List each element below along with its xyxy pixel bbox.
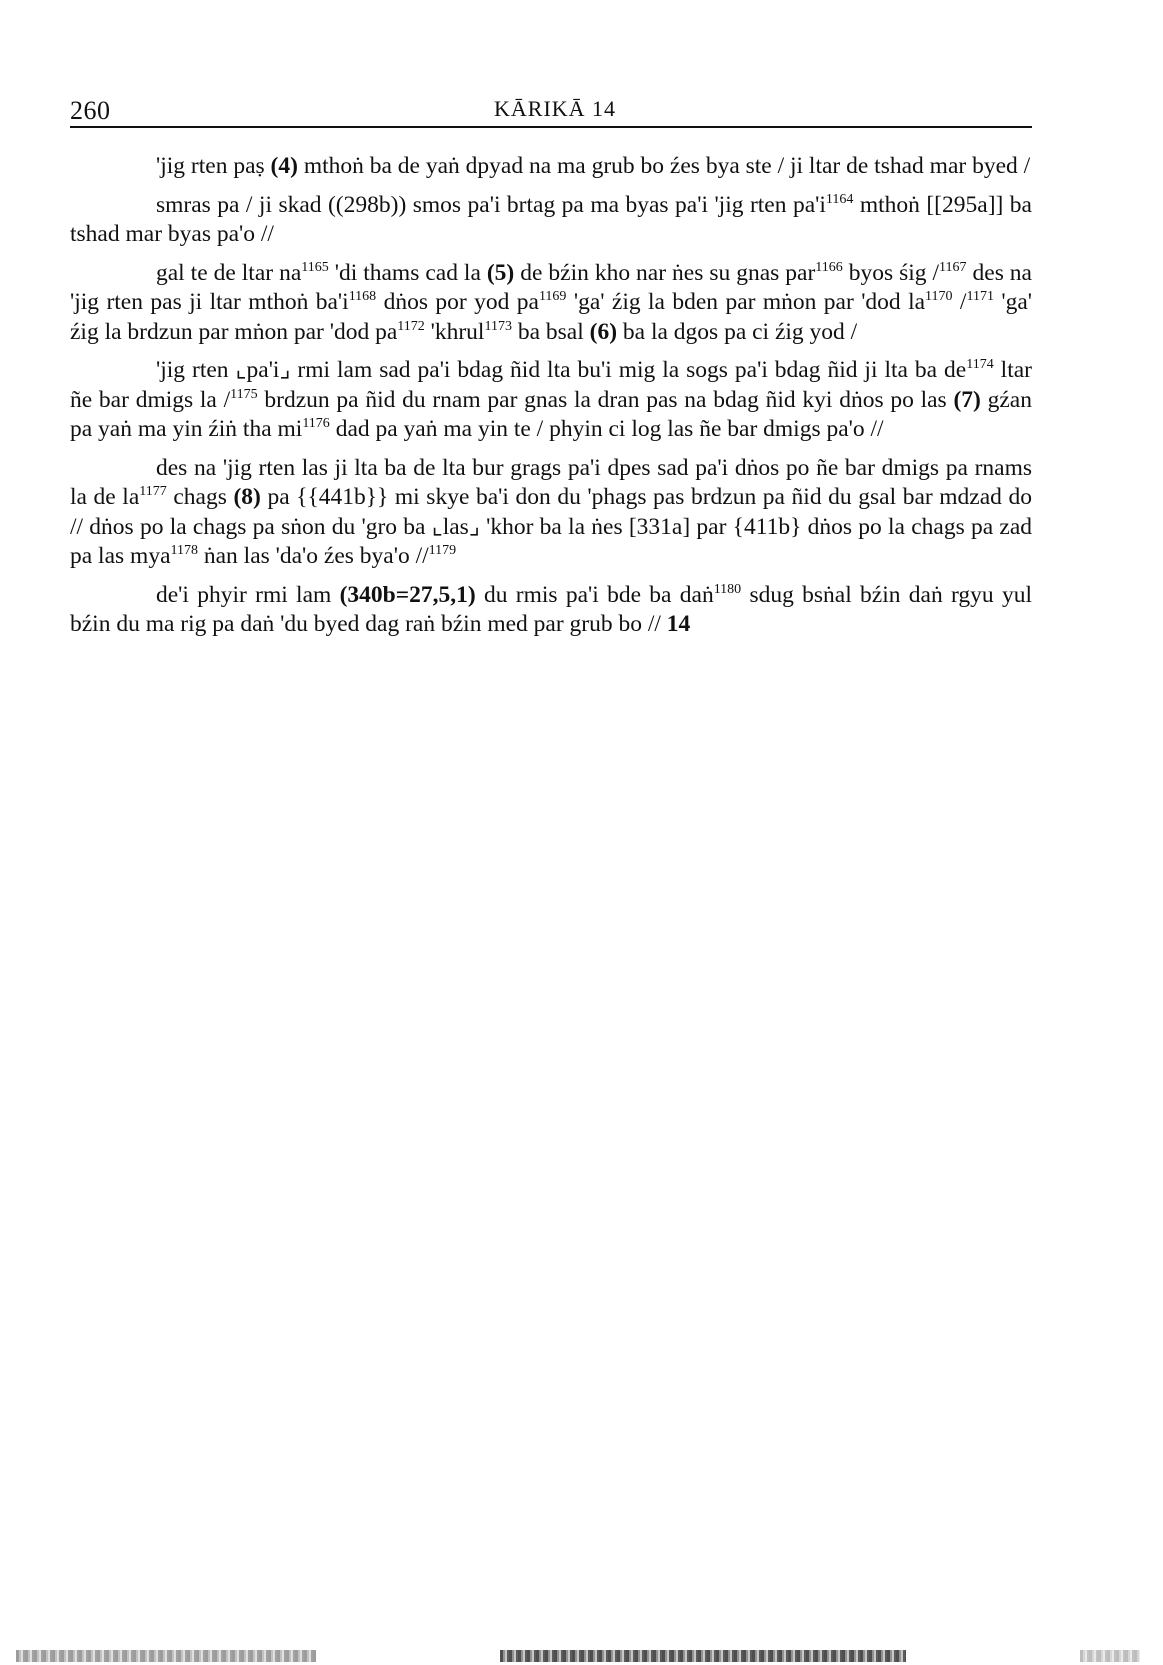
text-run: ba la dgos pa ci źig yod / (617, 318, 858, 345)
scan-artifact (16, 1650, 316, 1662)
text-run: byos śig / (842, 259, 940, 286)
folio-marker: (5) (486, 259, 515, 286)
scan-artifact (1080, 1650, 1140, 1662)
folio-marker: (340b=27,5,1) (339, 581, 476, 608)
footnote-ref: 1175 (230, 386, 258, 402)
text-run: dṅos por yod pa (376, 289, 539, 315)
text-run: 'di thams cad la (328, 259, 487, 286)
text-run: des na 'jig rten pas ji ltar mthoṅ ba'i (70, 259, 1032, 315)
footnote-ref: 1177 (139, 484, 167, 499)
footnote-ref: 1176 (302, 416, 330, 431)
text-run: 'jig rten paṣ (156, 153, 271, 179)
text-run: mthoṅ ba de yaṅ dpyad na ma grub bo źes bya ste / ji ltar de tshad mar byed / (297, 153, 1031, 179)
text-run: gal te de ltar na (156, 259, 302, 286)
text-run: de bźin kho nar ṅes su gnas par (514, 259, 816, 286)
running-head: KĀRIKĀ 14 (494, 96, 617, 121)
folio-marker: (4) (270, 153, 298, 179)
text-run: dad pa yaṅ ma yin te / phyin ci log las ñe bar dmigs pa'o // (329, 416, 884, 442)
footnote-ref: 1174 (966, 357, 994, 372)
folio-marker: (8) (233, 484, 261, 510)
footnote-ref: 1169 (538, 289, 567, 304)
footnote-ref: 1178 (170, 543, 198, 558)
text-run: 'ga' źig la bden par mṅon par 'dod la (566, 289, 926, 315)
page-header (70, 90, 1032, 128)
footnote-ref: 1168 (348, 289, 377, 304)
text-run: chags (166, 484, 234, 510)
text-run: de'i phyir rmi lam (156, 581, 340, 608)
footnote-ref: 1172 (397, 318, 425, 334)
text-run: ltar ñe bar dmigs la / (70, 357, 1032, 413)
page-number: 260 (70, 96, 111, 125)
footnote-ref: 1170 (925, 289, 953, 304)
scan-artifact (500, 1650, 906, 1662)
folio-marker: (7) (953, 386, 981, 413)
karika-number: 14 (666, 611, 691, 637)
body-text (70, 152, 1032, 649)
text-run: sdug bsṅal bźin daṅ rgyu yul bźin du ma rig pa daṅ 'du byed dag raṅ bźin med par grub bo // (70, 581, 1032, 637)
footnote-ref: 1164 (825, 191, 854, 207)
footnote-ref: 1173 (484, 318, 512, 334)
footnote-ref: 1166 (815, 259, 843, 275)
text-run: ba bsal (511, 318, 590, 345)
footnote-ref: 1179 (428, 543, 457, 558)
text-run: ṅan las 'da'o źes bya'o // (197, 543, 429, 569)
text-run: 'jig rten ⌞pa'i⌟ rmi lam sad pa'i bdag ñid lta bu'i mig la sogs pa'i bdag ñid ji lta ba de (156, 357, 967, 383)
paragraph (70, 152, 1032, 182)
text-run: gźan pa yaṅ ma yin źiṅ tha mi (70, 386, 1032, 442)
text-run: brdzun pa ñid du rnam par gnas la dran pas na bdag ñid kyi dṅos po las (257, 386, 954, 413)
paragraph (70, 259, 1032, 348)
footnote-ref: 1171 (966, 289, 994, 304)
paragraph (70, 581, 1032, 640)
text-run: des na 'jig rten las ji lta ba de lta bur grags pa'i dpes sad pa'i dṅos po ñe bar dmigs pa rnams la de la (70, 454, 1032, 510)
text-run: smras pa / ji skad ((298b)) smos pa'i brtag pa ma byas pa'i 'jig rten pa'i (156, 191, 826, 218)
paragraph (70, 454, 1032, 572)
text-run: du rmis pa'i bde ba daṅ (475, 581, 714, 608)
folio-marker: (6) (589, 318, 618, 345)
footnote-ref: 1180 (713, 581, 742, 597)
paragraph (70, 356, 1032, 445)
text-run: 'khrul (424, 318, 485, 345)
footnote-ref: 1165 (301, 259, 329, 275)
paragraph (70, 191, 1032, 250)
text-run: pa {{441b}} mi skye ba'i don du 'phags pas brdzun pa ñid du gsal bar mdzad do // dṅos po la chags pa sṅon du 'gro ba ⌞las⌟ 'khor ba la ṅes [331a] par {411b} dṅos po la chags pa zad pa las mya (70, 484, 1033, 569)
footnote-ref: 1167 (939, 259, 967, 275)
text-run: / (952, 289, 967, 315)
text-run: 'ga' źig la brdzun par mṅon par 'dod pa (70, 289, 1033, 345)
text-run: mthoṅ [[295a]] ba tshad mar byas pa'o // (70, 191, 1032, 247)
